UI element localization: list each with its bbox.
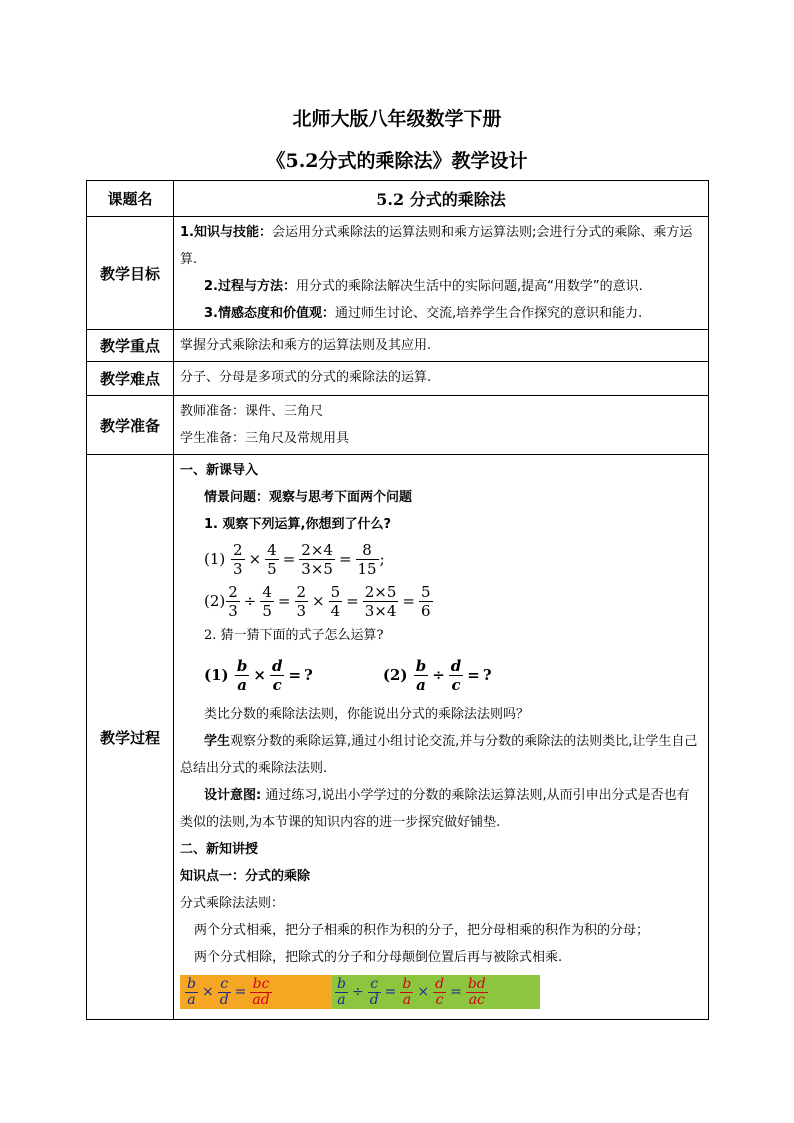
fraction: $\frac{d}{c}$ [450,656,462,694]
label-difficult: 教学难点 [87,362,174,396]
guess-expressions: (1) $\frac{b}{a}$ × $\frac{d}{c}$ = ? (2) $\frac{b}{a}$ ÷ $\frac{d}{c}$ = ? [204,656,492,694]
divide-formula: $\frac{b}{a}$ ÷ $\frac{c}{d}$ = $\frac{b}{a}$ × $\frac{d}{c}$ = $\frac{bd}{ac}$ [332,975,540,1009]
prep-student: 学生准备：三角尺及常规用具 [180,431,350,446]
guess-1-label: (1) [204,665,229,684]
row-goals [87,217,709,330]
goal-3 [180,300,702,327]
students-text: 观察分数的乘除运算,通过小组讨论交流,并与分数的乘除法的法则类比,让学生自己总结出分式的乘除法法则. [180,734,698,776]
multiply-formula: $\frac{b}{a}$ × $\frac{c}{d}$ = $\frac{bc}{ad}$ [180,975,332,1009]
goal-2 [180,273,702,300]
paragraph-analogy: 类比分数的乘除法法则，你能说出分式的乘除法法则吗？ [204,707,530,722]
fraction: $\frac{b}{a}$ [236,656,248,694]
section-2-heading: 二、新知讲授 [180,842,259,857]
students-head: 学生 [204,734,231,749]
rule-divide: 两个分式相除，把除式的分子和分母颠倒位置后再与被除式相乘. [194,950,563,965]
design-intent-head: 设计意图: [204,788,262,803]
label-prep: 教学准备 [87,396,174,455]
row-prep [87,396,709,455]
fraction: $\frac{2}{3}$ [233,540,243,578]
paragraph-design-intent [180,782,702,836]
rules-formula-banner [180,975,702,1009]
goal-1-head: 1.知识与技能： [180,225,272,240]
topic-value: 5.2 分式的乘除法 [174,181,709,217]
section-1-heading: 一、新课导入 [180,463,259,478]
key-value: 掌握分式乘除法和乘方的运算法则及其应用. [174,330,709,362]
design-intent-text: 通过练习,说出小学学过的分数的乘除法运算法则,从而引申出分式是否也有类似的法则,为本节课的知识内容的进一步探究做好铺垫. [180,788,690,830]
label-topic: 课题名 [87,181,174,217]
difficult-value: 分子、分母是多项式的分式的乘除法的运算. [174,362,709,396]
doc-title: 北师大版八年级数学下册 [292,108,502,130]
fraction: $\frac{2}{3}$ [228,582,238,620]
goal-1-text: 会运用分式乘除法的运算法则和乘方运算法则;会进行分式的乘除、乘方运算. [180,225,693,267]
scene-question: 情景问题：观察与思考下面两个问题 [204,490,413,505]
goal-1 [180,219,702,273]
goal-2-head: 2.过程与方法： [204,279,296,294]
goal-3-head: 3.情感态度和价值观： [204,306,335,321]
example-1: (1) $\frac{2}{3}$ × $\frac{4}{5}$ = $\frac{2\times 4}{3\times 5}$ = $\frac{8}{15}$ ; [204,540,385,578]
example-2: (2) $\frac{2}{3}$ ÷ $\frac{4}{5}$ = $\frac{2}{3}$ × $\frac{5}{4}$ = $\frac{2\times 5}{3\times 4}$ = $\frac{5}{6}$ [204,582,431,620]
row-difficult [87,362,709,396]
label-goals: 教学目标 [87,217,174,330]
fraction: $\frac{b}{a}$ [415,656,427,694]
guess-2-label: (2) [382,665,408,684]
fraction: $\frac{4}{5}$ [267,540,277,578]
fraction: $\frac{2}{3}$ [296,582,307,620]
row-key [87,330,709,362]
rule-multiply: 两个分式相乘，把分子相乘的积作为积的分子，把分母相乘的积作为积的分母； [194,923,650,938]
row-process [87,455,709,1020]
goal-3-text: 通过师生讨论、交流,培养学生合作探究的意识和能力. [334,306,643,321]
process-content [174,455,709,1020]
row-topic [87,181,709,217]
doc-subtitle: 《5.2分式的乘除法》教学设计 [266,150,528,172]
fraction: $\frac{5}{6}$ [420,582,431,620]
fraction: $\frac{5}{4}$ [330,582,341,620]
fraction: $\frac{d}{c}$ [271,656,283,694]
fraction: $\frac{2\times 4}{3\times 5}$ [301,540,333,578]
goals-content [174,217,709,330]
label-key: 教学重点 [87,330,174,362]
example-2-label: (2) [204,591,226,610]
fraction: $\frac{4}{5}$ [262,582,272,620]
question-2: 2. 猜一猜下面的式子怎么运算? [204,628,384,643]
rule-title: 分式乘除法法则： [180,896,285,911]
example-1-label: (1) [204,549,226,568]
goal-2-text: 用分式的乘除法解决生活中的实际问题,提高“用数学”的意识. [295,279,643,294]
label-process: 教学过程 [87,455,174,1020]
question-1: 1. 观察下列运算,你想到了什么? [204,517,391,532]
paragraph-students [180,728,702,782]
fraction: $\frac{2\times 5}{3\times 4}$ [364,582,397,620]
prep-content [174,396,709,455]
lesson-table [86,180,709,1020]
knowledge-point-1: 知识点一：分式的乘除 [180,869,311,884]
fraction: $\frac{8}{15}$ [357,540,377,578]
prep-teacher: 教师准备：课件、三角尺 [180,404,324,419]
